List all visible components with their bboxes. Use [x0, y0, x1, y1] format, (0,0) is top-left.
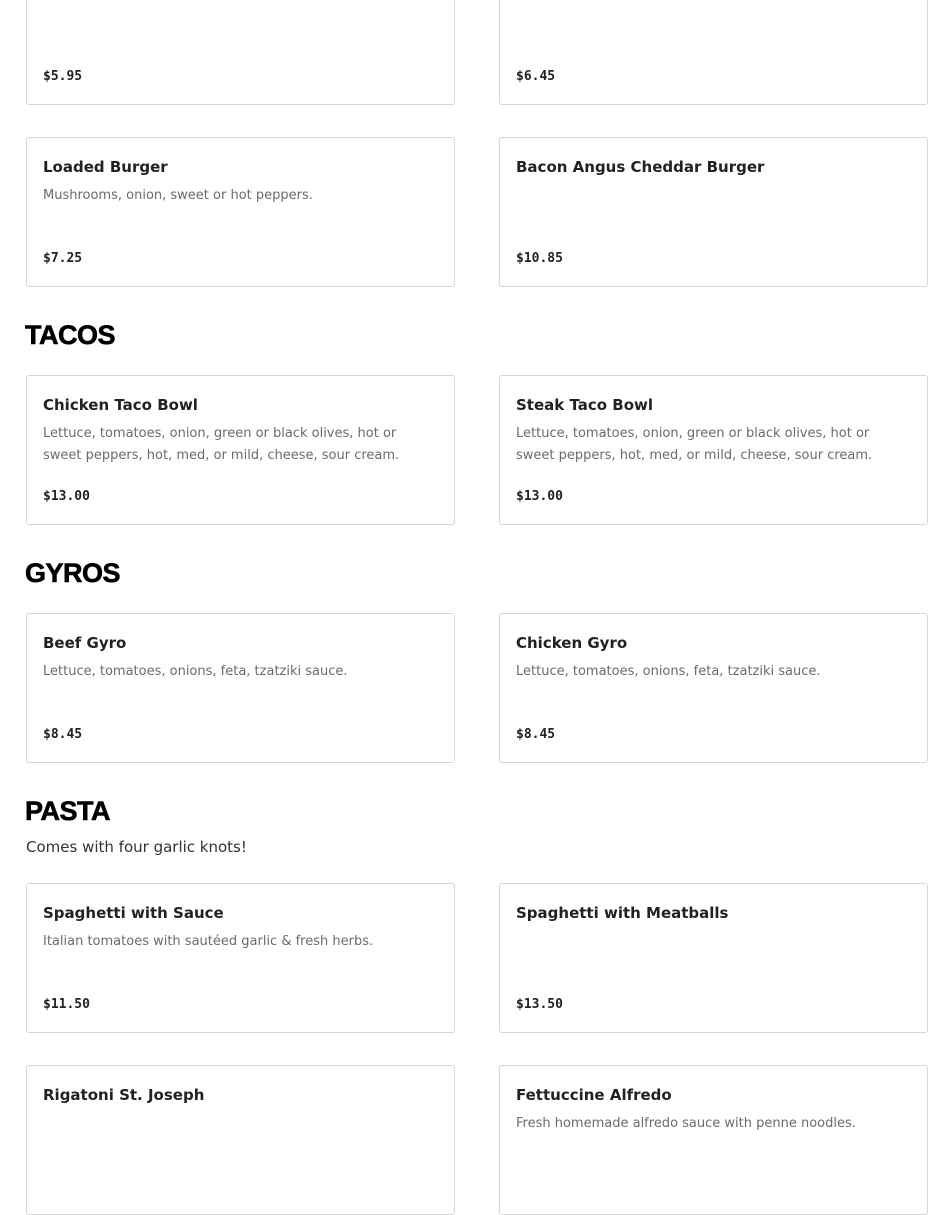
item-price: $13.50 [516, 997, 563, 1012]
item-name: Bacon Angus Cheddar Burger [516, 158, 765, 176]
item-price: $6.45 [516, 69, 556, 84]
section-title-tacos: TACOS [25, 320, 115, 350]
item-description: Mushrooms, onion, sweet or hot peppers. [43, 188, 313, 203]
menu-item-card[interactable] [499, 137, 928, 287]
menu-item-card[interactable] [499, 375, 928, 525]
menu-item-card[interactable] [26, 883, 455, 1033]
item-name: Rigatoni St. Joseph [43, 1086, 205, 1104]
section-title-gyros: GYROS [25, 558, 121, 588]
item-price: $10.85 [516, 251, 563, 266]
menu-item-card[interactable] [26, 137, 455, 287]
menu-item-card[interactable] [499, 1065, 928, 1215]
item-name: Steak Taco Bowl [516, 396, 654, 414]
item-price: $5.95 [43, 69, 83, 84]
menu-item-card[interactable] [26, 613, 455, 763]
item-name: Beef Gyro [43, 634, 127, 652]
item-description: Italian tomatoes with sautéed garlic & fresh herbs. [43, 934, 374, 949]
menu-item-card[interactable] [499, 613, 928, 763]
item-name: Spaghetti with Sauce [43, 904, 224, 922]
item-price: $13.00 [516, 489, 563, 504]
item-description: Lettuce, tomatoes, onions, feta, tzatziki sauce. [43, 664, 348, 679]
item-name: Loaded Burger [43, 158, 168, 176]
menu-item-card[interactable] [26, 1065, 455, 1215]
item-description: Fresh homemade alfredo sauce with penne noodles. [516, 1116, 856, 1131]
item-price: $8.45 [43, 727, 83, 742]
item-price: $11.50 [43, 997, 90, 1012]
menu-item-card[interactable] [499, 0, 928, 105]
section-note: Comes with four garlic knots! [26, 838, 247, 856]
item-price: $8.45 [516, 727, 556, 742]
item-name: Spaghetti with Meatballs [516, 904, 729, 922]
item-name: Chicken Taco Bowl [43, 396, 198, 414]
menu-item-card[interactable] [26, 0, 455, 105]
item-description: Lettuce, tomatoes, onion, green or black olives, hot or sweet peppers, hot, med, or mild, cheese, sour cream. [516, 426, 873, 463]
item-description: Lettuce, tomatoes, onion, green or black olives, hot or sweet peppers, hot, med, or mild, cheese, sour cream. [43, 426, 400, 463]
item-description: Lettuce, tomatoes, onions, feta, tzatziki sauce. [516, 664, 821, 679]
section-title-pasta: PASTA [25, 796, 110, 826]
item-name: Fettuccine Alfredo [516, 1086, 672, 1104]
menu-item-card[interactable] [499, 883, 928, 1033]
item-price: $7.25 [43, 251, 83, 266]
item-name: Chicken Gyro [516, 634, 628, 652]
item-price: $13.00 [43, 489, 90, 504]
menu-item-card[interactable] [26, 375, 455, 525]
